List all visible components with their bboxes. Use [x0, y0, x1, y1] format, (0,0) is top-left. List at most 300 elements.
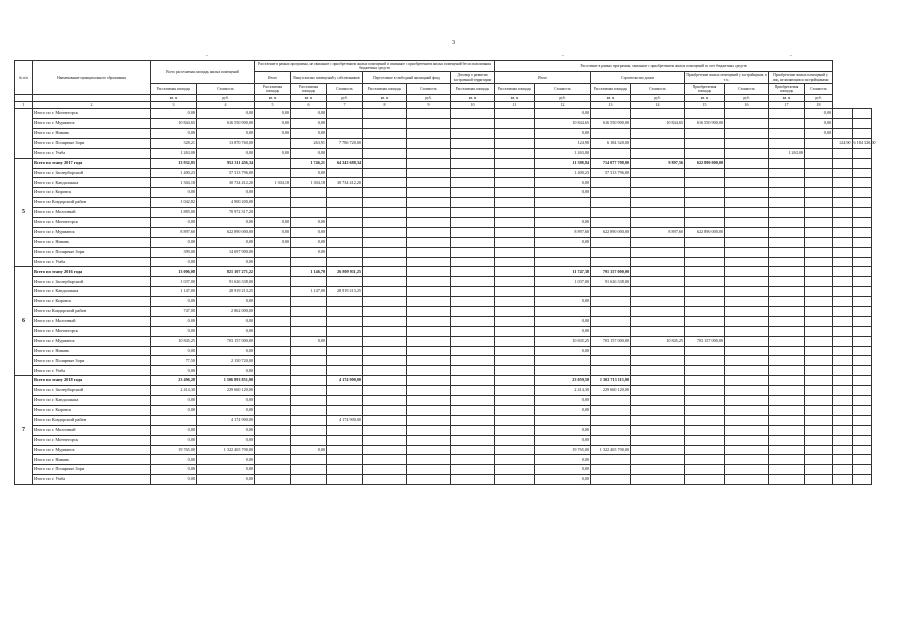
header-cost: Стоимость — [407, 83, 451, 94]
table-cell — [631, 425, 685, 435]
table-cell — [833, 435, 852, 445]
table-cell — [725, 218, 769, 228]
table-cell: 0,00 — [291, 148, 327, 158]
table-cell — [725, 119, 769, 129]
table-cell: 1 322 465 700,00 — [197, 445, 255, 455]
table-cell: 19 765,00 — [151, 445, 197, 455]
table-cell — [451, 178, 495, 188]
table-cell — [363, 257, 407, 267]
table-cell — [631, 198, 685, 208]
table-cell — [852, 415, 871, 425]
table-cell — [769, 287, 805, 297]
table-cell: 4 174 900,00 — [327, 415, 363, 425]
column-number: 6 — [291, 102, 327, 109]
table-cell — [407, 138, 451, 148]
table-cell — [255, 257, 291, 267]
table-cell — [291, 356, 327, 366]
table-cell: 0,00 — [197, 297, 255, 307]
table-cell — [495, 435, 535, 445]
table-cell — [291, 415, 327, 425]
table-cell — [255, 198, 291, 208]
table-cell — [805, 435, 833, 445]
table-cell: 0,00 — [535, 346, 591, 356]
table-cell — [685, 415, 725, 425]
header-cost: Стоимость — [197, 83, 255, 94]
table-cell — [769, 277, 805, 287]
table-cell — [291, 396, 327, 406]
table-cell — [805, 425, 833, 435]
header-area: Расселяемая площадь — [291, 83, 327, 94]
table-cell — [291, 435, 327, 445]
table-cell — [591, 297, 631, 307]
table-cell — [725, 356, 769, 366]
table-cell — [725, 405, 769, 415]
table-cell — [451, 346, 495, 356]
table-cell — [363, 366, 407, 376]
table-cell — [769, 188, 805, 198]
column-numbers-row — [15, 102, 872, 109]
table-cell — [407, 326, 451, 336]
column-number: 18 — [805, 102, 833, 109]
table-cell — [451, 336, 495, 346]
table-row — [15, 405, 872, 415]
table-cell — [852, 425, 871, 435]
table-row — [15, 277, 872, 287]
table-cell — [451, 188, 495, 198]
table-cell — [255, 336, 291, 346]
table-cell: 747,00 — [151, 307, 197, 317]
table-cell — [769, 366, 805, 376]
table-cell — [535, 198, 591, 208]
municipality-name: Итого по г. Умба — [33, 257, 151, 267]
table-cell: 0,00 — [151, 405, 197, 415]
table-row — [15, 465, 872, 475]
table-cell — [685, 178, 725, 188]
table-cell: 1 263,00 — [535, 148, 591, 158]
municipality-name: Итого по г. Умба — [33, 475, 151, 485]
table-cell — [805, 307, 833, 317]
table-cell: 2 862 000,00 — [197, 307, 255, 317]
table-cell: 0,00 — [197, 326, 255, 336]
table-cell — [769, 475, 805, 485]
table-cell — [685, 366, 725, 376]
table-row — [15, 109, 872, 119]
unit: кв. м — [363, 95, 407, 102]
table-cell — [685, 376, 725, 386]
table-cell — [685, 435, 725, 445]
table-cell: 0,00 — [197, 455, 255, 465]
table-cell — [725, 237, 769, 247]
unit: руб. — [805, 95, 833, 102]
municipality-name: Итого по г. Кировск — [33, 297, 151, 307]
table-cell — [805, 445, 833, 455]
table-cell: 77,50 — [151, 356, 197, 366]
table-cell — [363, 237, 407, 247]
table-cell — [407, 129, 451, 139]
table-cell — [291, 198, 327, 208]
header-cost: Стоимость — [631, 83, 685, 94]
table-cell — [255, 376, 291, 386]
table-cell — [685, 247, 725, 257]
table-cell — [255, 297, 291, 307]
table-cell: 0,00 — [535, 178, 591, 188]
table-cell — [805, 168, 833, 178]
municipality-name: Итого по г. Нивань — [33, 455, 151, 465]
table-cell — [833, 129, 852, 139]
table-cell — [363, 445, 407, 455]
municipality-name: Итого по г. Заозерборский — [33, 277, 151, 287]
table-cell: 1 506 893 851,00 — [197, 376, 255, 386]
table-cell — [833, 366, 852, 376]
table-cell — [725, 287, 769, 297]
table-cell — [833, 415, 852, 425]
table-cell — [495, 257, 535, 267]
table-cell: 0,00 — [291, 218, 327, 228]
table-cell — [685, 405, 725, 415]
table-cell — [833, 198, 852, 208]
table-cell — [327, 188, 363, 198]
table-cell — [833, 119, 852, 129]
table-cell — [833, 336, 852, 346]
table-cell — [291, 346, 327, 356]
table-cell — [327, 445, 363, 455]
table-cell: 616 550 900,00 — [197, 119, 255, 129]
unit: руб. — [631, 95, 685, 102]
table-cell — [495, 326, 535, 336]
table-cell — [631, 326, 685, 336]
table-cell — [495, 425, 535, 435]
table-cell — [805, 316, 833, 326]
table-cell — [725, 208, 769, 218]
table-cell — [291, 277, 327, 287]
table-cell — [631, 346, 685, 356]
table-cell — [451, 148, 495, 158]
table-cell — [833, 168, 852, 178]
table-cell: 0,00 — [197, 475, 255, 485]
table-cell: 0,00 — [291, 445, 327, 455]
table-cell — [363, 168, 407, 178]
table-cell — [495, 316, 535, 326]
table-cell — [451, 386, 495, 396]
municipality-name: Итого по г. Молочный — [33, 208, 151, 218]
municipality-name: Итого по г. Мурманск — [33, 445, 151, 455]
table-cell: 0,00 — [535, 396, 591, 406]
table-body — [15, 109, 876, 485]
table-cell — [852, 109, 871, 119]
table-row — [15, 366, 872, 376]
table-cell — [833, 178, 852, 188]
table-cell — [407, 475, 451, 485]
table-cell — [805, 415, 833, 425]
table-cell — [725, 415, 769, 425]
table-cell — [451, 366, 495, 376]
table-cell: 1 885,00 — [151, 208, 197, 218]
table-cell — [852, 178, 871, 188]
table-cell — [631, 188, 685, 198]
table-cell — [725, 227, 769, 237]
municipality-name: Итого по г. Заозерборский — [33, 168, 151, 178]
table-cell — [327, 227, 363, 237]
header-construction: Строительство домов — [591, 72, 685, 83]
table-cell — [685, 386, 725, 396]
table-cell — [685, 218, 725, 228]
table-cell: 0,00 — [197, 257, 255, 267]
header-cost: Стоимость — [805, 83, 833, 94]
table-cell: 0,00 — [197, 396, 255, 406]
table-cell — [631, 208, 685, 218]
table-cell — [631, 267, 685, 277]
municipality-name: Итого по г. Кандалакша — [33, 287, 151, 297]
table-cell: 57 313 796,00 — [591, 168, 631, 178]
municipality-name: Итого по г. Кировск — [33, 405, 151, 415]
table-cell — [685, 425, 725, 435]
table-cell — [769, 465, 805, 475]
table-cell — [852, 386, 871, 396]
table-cell — [833, 297, 852, 307]
table-cell — [769, 435, 805, 445]
table-cell — [451, 247, 495, 257]
table-cell — [833, 218, 852, 228]
table-cell: 0,00 — [255, 129, 291, 139]
table-cell — [591, 396, 631, 406]
table-cell — [407, 297, 451, 307]
table-row — [15, 445, 872, 455]
table-cell — [495, 277, 535, 287]
table-cell: 11 747,38 — [535, 267, 591, 277]
table-cell — [451, 297, 495, 307]
header-area: Расселяемая площадь — [451, 83, 495, 94]
table-cell — [769, 178, 805, 188]
table-cell — [833, 267, 852, 277]
table-cell — [327, 455, 363, 465]
table-cell — [407, 445, 451, 455]
table-cell — [327, 326, 363, 336]
table-cell — [852, 435, 871, 445]
table-cell — [852, 247, 871, 257]
table-cell — [495, 356, 535, 366]
table-row — [15, 119, 872, 129]
table-cell — [833, 386, 852, 396]
table-cell — [685, 287, 725, 297]
table-cell — [407, 336, 451, 346]
header-no: № п/п — [15, 61, 33, 95]
municipality-name: Итого по г. Мончегорск — [33, 218, 151, 228]
table-cell — [407, 386, 451, 396]
table-cell: 0,00 — [151, 218, 197, 228]
table-cell: 0,00 — [197, 129, 255, 139]
table-cell — [407, 158, 451, 168]
table-cell — [451, 218, 495, 228]
table-cell: 1 263,00 — [769, 148, 805, 158]
table-cell — [255, 326, 291, 336]
table-cell — [591, 237, 631, 247]
table-cell: 0,00 — [151, 475, 197, 485]
table-cell — [769, 109, 805, 119]
table-cell — [255, 445, 291, 455]
table-cell — [591, 257, 631, 267]
table-cell: 2 414,30 — [151, 386, 197, 396]
table-cell — [591, 455, 631, 465]
table-cell — [805, 336, 833, 346]
table-cell — [407, 405, 451, 415]
table-cell — [327, 119, 363, 129]
header-total-settle: Всего расселяемая площадь жилых помещений — [151, 61, 255, 84]
table-row — [15, 148, 872, 158]
table-cell — [769, 129, 805, 139]
table-row — [15, 396, 872, 406]
table-cell: 229 660 120,00 — [197, 386, 255, 396]
table-cell — [631, 257, 685, 267]
table-cell — [769, 376, 805, 386]
table-cell — [591, 188, 631, 198]
table-cell — [852, 188, 871, 198]
table-cell: 622 890 000,00 — [685, 158, 725, 168]
table-cell — [631, 405, 685, 415]
table-cell — [805, 148, 833, 158]
table-cell — [852, 208, 871, 218]
table-cell — [327, 109, 363, 119]
table-cell: 1 322 465 700,00 — [591, 445, 631, 455]
table-cell: 0,00 — [535, 188, 591, 198]
table-cell — [631, 396, 685, 406]
table-cell — [852, 119, 871, 129]
table-cell — [631, 297, 685, 307]
table-cell — [852, 129, 871, 139]
table-cell: 6 184 320,00 — [591, 138, 631, 148]
table-cell — [495, 119, 535, 129]
column-number: 15 — [685, 102, 725, 109]
table-cell — [725, 455, 769, 465]
table-cell: 26 809 911,25 — [327, 267, 363, 277]
table-cell — [327, 435, 363, 445]
table-cell: 1 037,00 — [535, 277, 591, 287]
table-cell: 263,91 — [291, 138, 327, 148]
table-cell — [591, 465, 631, 475]
table-cell — [591, 405, 631, 415]
table-cell — [805, 247, 833, 257]
table-cell: 622 890 000,00 — [197, 227, 255, 237]
table-cell — [451, 405, 495, 415]
unit: руб. — [407, 95, 451, 102]
table-cell: 229 660 120,00 — [591, 386, 631, 396]
table-cell — [769, 316, 805, 326]
table-cell: 70 972 317,20 — [197, 208, 255, 218]
table-cell — [685, 208, 725, 218]
table-cell — [852, 326, 871, 336]
table-cell — [451, 475, 495, 485]
table-cell — [495, 297, 535, 307]
table-cell — [291, 405, 327, 415]
header-cost: Стоимость — [327, 83, 363, 94]
column-number: 4 — [197, 102, 255, 109]
total-row — [15, 267, 872, 277]
table-cell: 9 897,56 — [631, 158, 685, 168]
table-cell — [631, 356, 685, 366]
table-cell — [407, 218, 451, 228]
table-cell — [363, 129, 407, 139]
unit: кв. м — [151, 95, 197, 102]
table-cell — [451, 227, 495, 237]
table-cell — [685, 257, 725, 267]
page-number: 3 — [452, 40, 455, 46]
table-cell — [495, 307, 535, 317]
table-cell — [769, 257, 805, 267]
table-cell — [535, 257, 591, 267]
table-cell — [363, 158, 407, 168]
table-cell — [769, 119, 805, 129]
table-cell — [725, 316, 769, 326]
table-cell — [852, 376, 871, 386]
table-cell: 0,00 — [291, 247, 327, 257]
table-cell: 821 107 271,22 — [197, 267, 255, 277]
header-area: Расселяемая площадь — [363, 83, 407, 94]
table-cell — [327, 405, 363, 415]
table-cell: 10 844,65 — [631, 119, 685, 129]
table-row — [15, 198, 872, 208]
table-cell — [852, 356, 871, 366]
table-cell — [805, 297, 833, 307]
table-cell — [769, 356, 805, 366]
municipality-name: Итого по г. Полярные Зори — [33, 138, 151, 148]
table-cell — [805, 396, 833, 406]
header-name: Наименование муниципального образования — [33, 61, 151, 95]
table-row — [15, 247, 872, 257]
table-cell — [327, 297, 363, 307]
table-cell — [407, 346, 451, 356]
table-cell — [769, 445, 805, 455]
table-cell: 0,00 — [197, 405, 255, 415]
table-cell — [363, 287, 407, 297]
table-cell — [631, 475, 685, 485]
table-cell — [363, 386, 407, 396]
table-cell — [591, 425, 631, 435]
table-cell — [833, 316, 852, 326]
table-cell — [805, 366, 833, 376]
table-cell — [631, 435, 685, 445]
table-cell — [451, 109, 495, 119]
table-cell — [769, 455, 805, 465]
table-cell: 0,00 — [535, 218, 591, 228]
table-cell — [363, 376, 407, 386]
table-cell — [535, 208, 591, 218]
table-row — [15, 257, 872, 267]
table-cell — [685, 168, 725, 178]
table-cell — [363, 277, 407, 287]
table-cell: 13 006,08 — [151, 267, 197, 277]
table-cell — [631, 415, 685, 425]
table-cell — [852, 346, 871, 356]
table-cell — [769, 386, 805, 396]
table-cell — [255, 138, 291, 148]
table-cell — [255, 168, 291, 178]
table-cell — [407, 119, 451, 129]
unit: руб. — [535, 95, 591, 102]
table-row — [15, 326, 872, 336]
table-cell — [591, 346, 631, 356]
table-cell — [407, 396, 451, 406]
table-cell: 23 496,28 — [151, 376, 197, 386]
table-cell — [291, 316, 327, 326]
table-cell — [255, 455, 291, 465]
table-cell: 0,00 — [535, 425, 591, 435]
header-cost: Стоимость — [535, 83, 591, 94]
table-cell — [852, 396, 871, 406]
table-cell — [725, 425, 769, 435]
section-number: 7 — [15, 376, 33, 485]
header-row — [15, 61, 872, 72]
table-cell: 616 550 900,00 — [591, 119, 631, 129]
table-cell — [451, 415, 495, 425]
